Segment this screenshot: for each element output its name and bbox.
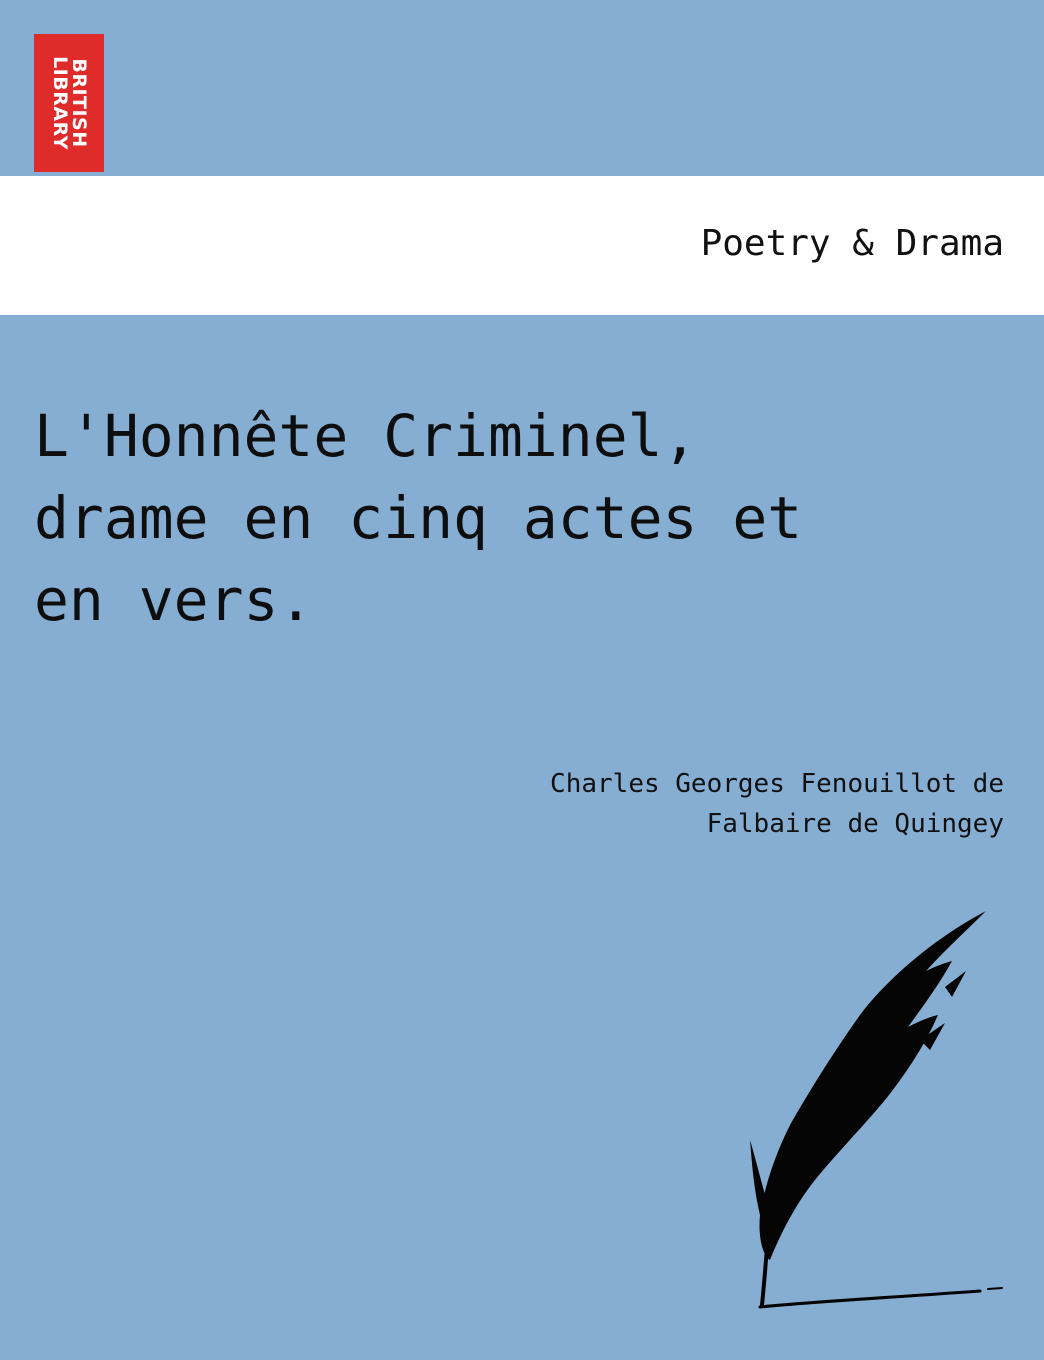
author-line-2: Falbaire de Quingey <box>706 809 1004 839</box>
author-line-1: Charles Georges Fenouillot de <box>550 769 1004 799</box>
category-label: Poetry & Drama <box>700 223 1004 264</box>
book-title <box>34 395 1014 641</box>
logo-line-1: BRITISH <box>68 58 90 148</box>
british-library-logo <box>34 34 104 172</box>
title-line-3: en vers. <box>34 566 314 634</box>
quill-feather-icon <box>740 905 1010 1315</box>
logo-text <box>50 37 88 169</box>
book-author <box>550 764 1004 844</box>
title-line-2: drame en cinq actes et <box>34 484 803 552</box>
logo-line-2: LIBRARY <box>49 56 71 150</box>
title-line-1: L'Honnête Criminel, <box>34 402 698 470</box>
